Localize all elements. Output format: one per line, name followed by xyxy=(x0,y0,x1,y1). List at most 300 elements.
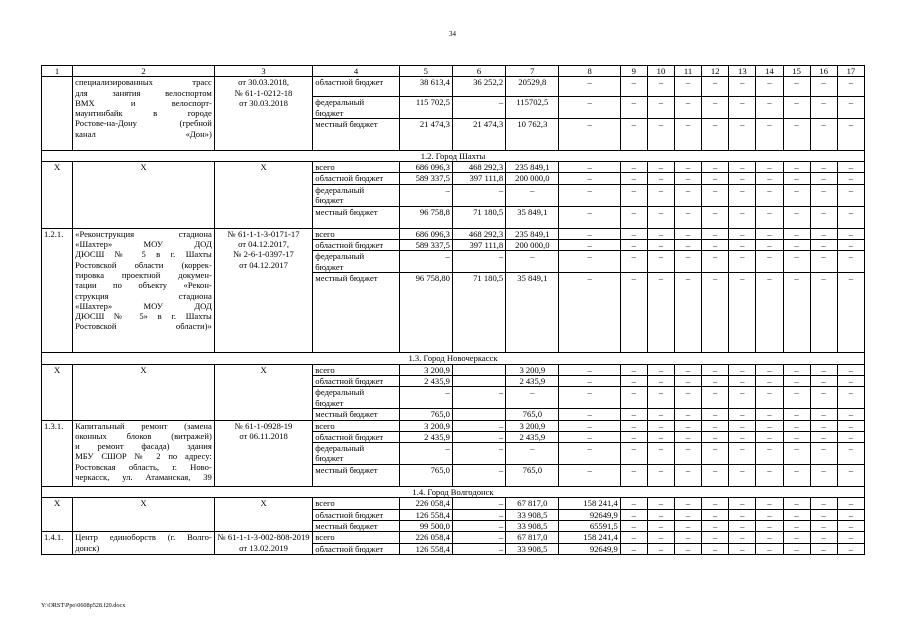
value-col12: – xyxy=(702,162,729,173)
value-col14: – xyxy=(756,387,783,409)
x-mark: Х xyxy=(42,498,73,532)
value-col5: 99 500,0 xyxy=(399,521,452,532)
value-col13: – xyxy=(729,228,756,239)
value-col11: – xyxy=(675,409,702,420)
value-col8: – xyxy=(559,173,620,184)
value-col16: – xyxy=(810,273,837,353)
value-col9: – xyxy=(620,173,647,184)
value-col8: – xyxy=(559,162,620,173)
value-col8: 92649,9 xyxy=(559,509,620,520)
value-col5: – xyxy=(399,387,452,409)
value-col16: – xyxy=(810,498,837,509)
value-col15: – xyxy=(783,228,810,239)
value-col14: – xyxy=(756,364,783,375)
value-col10: – xyxy=(647,521,674,532)
section-title: 1.4. Город Волгодонск xyxy=(42,487,865,498)
value-col7: 67 817,0 xyxy=(506,498,559,509)
value-col7: 200 000,0 xyxy=(506,240,559,251)
value-col17: – xyxy=(837,364,864,375)
header-row xyxy=(42,66,865,77)
value-col9: – xyxy=(620,532,647,543)
value-col14: – xyxy=(756,173,783,184)
value-col17: – xyxy=(837,77,864,97)
value-col7: 3 200,9 xyxy=(506,364,559,375)
value-col17: – xyxy=(837,509,864,520)
value-col11: – xyxy=(675,97,702,119)
value-col17: – xyxy=(837,118,864,150)
value-col17: – xyxy=(837,409,864,420)
value-col5: 3 200,9 xyxy=(399,420,452,431)
value-col15: – xyxy=(783,77,810,97)
value-col11: – xyxy=(675,77,702,97)
value-col14: – xyxy=(756,431,783,442)
value-col7: – xyxy=(506,387,559,409)
funding-source: федеральный бюджет xyxy=(313,97,399,119)
value-col13: – xyxy=(729,532,756,543)
value-col11: – xyxy=(675,364,702,375)
value-col16: – xyxy=(810,420,837,431)
value-col8: – xyxy=(559,184,620,206)
value-col8: 158 241,4 xyxy=(559,532,620,543)
value-col15: – xyxy=(783,532,810,543)
file-path-footer: Y:\ORST\Ppo\0608p528.f20.docx xyxy=(41,602,126,609)
value-col17: – xyxy=(837,465,864,487)
value-col12: – xyxy=(702,431,729,442)
column-number: 10 xyxy=(647,66,674,77)
value-col16: – xyxy=(810,364,837,375)
value-col15: – xyxy=(783,184,810,206)
value-col17: – xyxy=(837,228,864,239)
funding-source: федеральный бюджет xyxy=(313,443,399,465)
value-col16: – xyxy=(810,532,837,543)
funding-source: местный бюджет xyxy=(313,409,399,420)
value-col12: – xyxy=(702,118,729,150)
value-col17: – xyxy=(837,431,864,442)
value-col9: – xyxy=(620,387,647,409)
value-col5: – xyxy=(399,251,452,273)
value-col13: – xyxy=(729,173,756,184)
value-col10: – xyxy=(647,375,674,386)
value-col8: – xyxy=(559,420,620,431)
value-col5: 115 702,5 xyxy=(399,97,452,119)
table-row xyxy=(42,498,865,509)
value-col11: – xyxy=(675,118,702,150)
value-col15: – xyxy=(783,465,810,487)
value-col13: – xyxy=(729,387,756,409)
value-col15: – xyxy=(783,251,810,273)
value-col13: – xyxy=(729,498,756,509)
value-col8: – xyxy=(559,364,620,375)
value-col10: – xyxy=(647,184,674,206)
value-col5: 96 758,80 xyxy=(399,273,452,353)
funding-source: всего xyxy=(313,498,399,509)
value-col8: – xyxy=(559,409,620,420)
value-col12: – xyxy=(702,206,729,228)
value-col9: – xyxy=(620,118,647,150)
value-col12: – xyxy=(702,228,729,239)
value-col15: – xyxy=(783,97,810,119)
value-col13: – xyxy=(729,97,756,119)
x-mark: Х xyxy=(73,162,215,229)
value-col14: – xyxy=(756,409,783,420)
funding-source: всего xyxy=(313,162,399,173)
value-col15: – xyxy=(783,521,810,532)
value-col17: – xyxy=(837,173,864,184)
value-col17: – xyxy=(837,206,864,228)
value-col12: – xyxy=(702,240,729,251)
value-col16: – xyxy=(810,118,837,150)
value-col16: – xyxy=(810,543,837,554)
column-number: 4 xyxy=(313,66,399,77)
x-mark: Х xyxy=(214,162,312,229)
value-col8: – xyxy=(559,77,620,97)
value-col6: – xyxy=(452,420,505,431)
value-col17: – xyxy=(837,521,864,532)
value-col13: – xyxy=(729,465,756,487)
value-col11: – xyxy=(675,173,702,184)
value-col12: – xyxy=(702,184,729,206)
value-col15: – xyxy=(783,509,810,520)
value-col12: – xyxy=(702,173,729,184)
value-col8: 65591,5 xyxy=(559,521,620,532)
value-col7: 33 908,5 xyxy=(506,543,559,554)
value-col6: – xyxy=(452,431,505,442)
value-col9: – xyxy=(620,420,647,431)
value-col14: – xyxy=(756,77,783,97)
value-col13: – xyxy=(729,521,756,532)
value-col11: – xyxy=(675,431,702,442)
value-col5: 226 058,4 xyxy=(399,532,452,543)
value-col13: – xyxy=(729,443,756,465)
value-col17: – xyxy=(837,498,864,509)
value-col8: – xyxy=(559,118,620,150)
value-col10: – xyxy=(647,387,674,409)
funding-source: местный бюджет xyxy=(313,521,399,532)
value-col5: 38 613,4 xyxy=(399,77,452,97)
table-row xyxy=(42,420,865,431)
value-col10: – xyxy=(647,173,674,184)
value-col8: 158 241,4 xyxy=(559,498,620,509)
funding-source: областной бюджет xyxy=(313,77,399,97)
value-col14: – xyxy=(756,443,783,465)
value-col17: – xyxy=(837,420,864,431)
value-col11: – xyxy=(675,521,702,532)
value-col11: – xyxy=(675,251,702,273)
value-col16: – xyxy=(810,387,837,409)
value-col15: – xyxy=(783,409,810,420)
value-col13: – xyxy=(729,509,756,520)
value-col14: – xyxy=(756,521,783,532)
value-col16: – xyxy=(810,521,837,532)
column-number: 6 xyxy=(452,66,505,77)
value-col17: – xyxy=(837,273,864,353)
section-title: 1.2. Город Шахты xyxy=(42,150,865,161)
section-title: 1.3. Город Новочеркасск xyxy=(42,353,865,364)
value-col11: – xyxy=(675,420,702,431)
value-col15: – xyxy=(783,431,810,442)
item-name: «Реконструкция стадиона «Шахтер» МОУ ДОД ДЮСШ № 5 в г. Шахты Ростовской области (коррек- тировка проектной докумен- тации по объекту «Рекон- струкция стадиона «Шахтер» МОУ ДОД ДЮСШ № 5» в г. Шахты Ростовской области)» xyxy=(73,228,215,353)
value-col15: – xyxy=(783,443,810,465)
value-col12: – xyxy=(702,509,729,520)
value-col11: – xyxy=(675,543,702,554)
value-col9: – xyxy=(620,240,647,251)
funding-source: областной бюджет xyxy=(313,509,399,520)
column-number: 12 xyxy=(702,66,729,77)
value-col11: – xyxy=(675,532,702,543)
value-col17: – xyxy=(837,240,864,251)
value-col7: 200 000,0 xyxy=(506,173,559,184)
x-mark: Х xyxy=(42,364,73,420)
value-col6: – xyxy=(452,532,505,543)
funding-source: областной бюджет xyxy=(313,543,399,554)
value-col11: – xyxy=(675,498,702,509)
value-col9: – xyxy=(620,409,647,420)
value-col6: 397 111,8 xyxy=(452,173,505,184)
value-col6: – xyxy=(452,97,505,119)
value-col10: – xyxy=(647,443,674,465)
value-col9: – xyxy=(620,251,647,273)
value-col11: – xyxy=(675,375,702,386)
value-col7: 2 435,9 xyxy=(506,375,559,386)
value-col9: – xyxy=(620,364,647,375)
value-col11: – xyxy=(675,465,702,487)
section-row xyxy=(42,487,865,498)
value-col7: 235 849,1 xyxy=(506,228,559,239)
value-col7: 2 435,9 xyxy=(506,431,559,442)
value-col7: 20529,8 xyxy=(506,77,559,97)
x-mark: Х xyxy=(73,364,215,420)
column-number: 14 xyxy=(756,66,783,77)
value-col5: – xyxy=(399,443,452,465)
column-number: 11 xyxy=(675,66,702,77)
value-col6: 468 292,3 xyxy=(452,228,505,239)
value-col10: – xyxy=(647,409,674,420)
value-col16: – xyxy=(810,509,837,520)
value-col5: 3 200,9 xyxy=(399,364,452,375)
item-number: 1.3.1. xyxy=(42,420,73,487)
value-col6 xyxy=(452,364,505,375)
document-ref: № 61-1-0928-19 от 06.11.2018 xyxy=(214,420,312,487)
value-col6: – xyxy=(452,498,505,509)
value-col8: – xyxy=(559,273,620,353)
value-col7: – xyxy=(506,443,559,465)
value-col15: – xyxy=(783,498,810,509)
value-col12: – xyxy=(702,364,729,375)
value-col9: – xyxy=(620,162,647,173)
column-number: 2 xyxy=(73,66,215,77)
value-col12: – xyxy=(702,465,729,487)
value-col5: 589 337,5 xyxy=(399,240,452,251)
value-col10: – xyxy=(647,77,674,97)
value-col17: – xyxy=(837,443,864,465)
value-col16: – xyxy=(810,465,837,487)
value-col14: – xyxy=(756,240,783,251)
value-col9: – xyxy=(620,498,647,509)
item-name: Центр единоборств (г. Волго- донск) xyxy=(73,532,215,555)
value-col10: – xyxy=(647,420,674,431)
value-col11: – xyxy=(675,228,702,239)
value-col16: – xyxy=(810,162,837,173)
table-row xyxy=(42,77,865,97)
value-col13: – xyxy=(729,273,756,353)
value-col7: 35 849,1 xyxy=(506,273,559,353)
value-col14: – xyxy=(756,543,783,554)
value-col9: – xyxy=(620,228,647,239)
value-col7: 765,0 xyxy=(506,409,559,420)
column-number: 9 xyxy=(620,66,647,77)
funding-source: всего xyxy=(313,228,399,239)
value-col15: – xyxy=(783,420,810,431)
funding-source: областной бюджет xyxy=(313,375,399,386)
value-col9: – xyxy=(620,509,647,520)
value-col6: – xyxy=(452,443,505,465)
value-col16: – xyxy=(810,228,837,239)
funding-source: местный бюджет xyxy=(313,206,399,228)
value-col15: – xyxy=(783,375,810,386)
value-col10: – xyxy=(647,498,674,509)
funding-source: местный бюджет xyxy=(313,273,399,353)
value-col13: – xyxy=(729,251,756,273)
value-col11: – xyxy=(675,240,702,251)
value-col5: 686 096,3 xyxy=(399,162,452,173)
value-col12: – xyxy=(702,273,729,353)
value-col14: – xyxy=(756,97,783,119)
item-number: 1.4.1. xyxy=(42,532,73,555)
value-col5: 226 058,4 xyxy=(399,498,452,509)
value-col6: 21 474,3 xyxy=(452,118,505,150)
value-col14: – xyxy=(756,532,783,543)
table-row xyxy=(42,228,865,239)
value-col13: – xyxy=(729,543,756,554)
value-col6: – xyxy=(452,465,505,487)
value-col14: – xyxy=(756,498,783,509)
value-col8: – xyxy=(559,206,620,228)
value-col7: 67 817,0 xyxy=(506,532,559,543)
value-col6: 71 180,5 xyxy=(452,206,505,228)
value-col7: 115702,5 xyxy=(506,97,559,119)
value-col16: – xyxy=(810,97,837,119)
value-col17: – xyxy=(837,543,864,554)
column-number: 1 xyxy=(42,66,73,77)
value-col10: – xyxy=(647,118,674,150)
value-col10: – xyxy=(647,251,674,273)
item-number: 1.2.1. xyxy=(42,228,73,353)
value-col13: – xyxy=(729,431,756,442)
value-col5: 126 558,4 xyxy=(399,543,452,554)
value-col10: – xyxy=(647,532,674,543)
value-col13: – xyxy=(729,364,756,375)
value-col15: – xyxy=(783,543,810,554)
value-col9: – xyxy=(620,431,647,442)
value-col9: – xyxy=(620,206,647,228)
value-col9: – xyxy=(620,465,647,487)
value-col15: – xyxy=(783,206,810,228)
value-col9: – xyxy=(620,443,647,465)
value-col8: – xyxy=(559,375,620,386)
value-col6 xyxy=(452,409,505,420)
funding-source: федеральный бюджет xyxy=(313,387,399,409)
funding-source: областной бюджет xyxy=(313,240,399,251)
value-col12: – xyxy=(702,77,729,97)
value-col13: – xyxy=(729,118,756,150)
x-mark: Х xyxy=(73,498,215,532)
value-col6: – xyxy=(452,387,505,409)
value-col13: – xyxy=(729,409,756,420)
value-col15: – xyxy=(783,118,810,150)
funding-source: федеральный бюджет xyxy=(313,184,399,206)
funding-source: местный бюджет xyxy=(313,465,399,487)
value-col16: – xyxy=(810,409,837,420)
value-col6: – xyxy=(452,521,505,532)
value-col11: – xyxy=(675,509,702,520)
column-number: 17 xyxy=(837,66,864,77)
item-name: специализированных трасс для занятия велоспортом BMX и велоспорт- маунтинбайк в городе Ростове-на-Дону (гребной канал «Дон») xyxy=(73,77,215,151)
column-number: 3 xyxy=(214,66,312,77)
funding-source: всего xyxy=(313,420,399,431)
value-col5: 21 474,3 xyxy=(399,118,452,150)
funding-source: федеральный бюджет xyxy=(313,251,399,273)
value-col10: – xyxy=(647,273,674,353)
value-col17: – xyxy=(837,97,864,119)
x-mark: Х xyxy=(214,364,312,420)
value-col8: – xyxy=(559,240,620,251)
value-col5: 126 558,4 xyxy=(399,509,452,520)
value-col13: – xyxy=(729,206,756,228)
value-col15: – xyxy=(783,162,810,173)
value-col14: – xyxy=(756,162,783,173)
value-col7: 10 762,3 xyxy=(506,118,559,150)
value-col6: – xyxy=(452,184,505,206)
value-col15: – xyxy=(783,387,810,409)
value-col6: – xyxy=(452,251,505,273)
value-col8: – xyxy=(559,228,620,239)
value-col7: – xyxy=(506,251,559,273)
funding-source: всего xyxy=(313,532,399,543)
value-col6: – xyxy=(452,509,505,520)
value-col10: – xyxy=(647,431,674,442)
value-col7: 765,0 xyxy=(506,465,559,487)
value-col11: – xyxy=(675,184,702,206)
value-col12: – xyxy=(702,251,729,273)
value-col12: – xyxy=(702,97,729,119)
value-col9: – xyxy=(620,521,647,532)
table-row xyxy=(42,364,865,375)
value-col17: – xyxy=(837,387,864,409)
value-col10: – xyxy=(647,509,674,520)
value-col8: – xyxy=(559,387,620,409)
section-row xyxy=(42,150,865,161)
value-col16: – xyxy=(810,184,837,206)
financing-table xyxy=(41,65,865,555)
value-col14: – xyxy=(756,251,783,273)
value-col12: – xyxy=(702,521,729,532)
value-col12: – xyxy=(702,409,729,420)
value-col5: 96 758,8 xyxy=(399,206,452,228)
value-col9: – xyxy=(620,375,647,386)
value-col5: 686 096,3 xyxy=(399,228,452,239)
funding-source: всего xyxy=(313,364,399,375)
value-col6 xyxy=(452,375,505,386)
column-number: 8 xyxy=(559,66,620,77)
value-col16: – xyxy=(810,173,837,184)
value-col7: 235 849,1 xyxy=(506,162,559,173)
value-col5: 765,0 xyxy=(399,409,452,420)
funding-source: областной бюджет xyxy=(313,173,399,184)
value-col14: – xyxy=(756,465,783,487)
value-col14: – xyxy=(756,184,783,206)
value-col14: – xyxy=(756,273,783,353)
value-col9: – xyxy=(620,273,647,353)
